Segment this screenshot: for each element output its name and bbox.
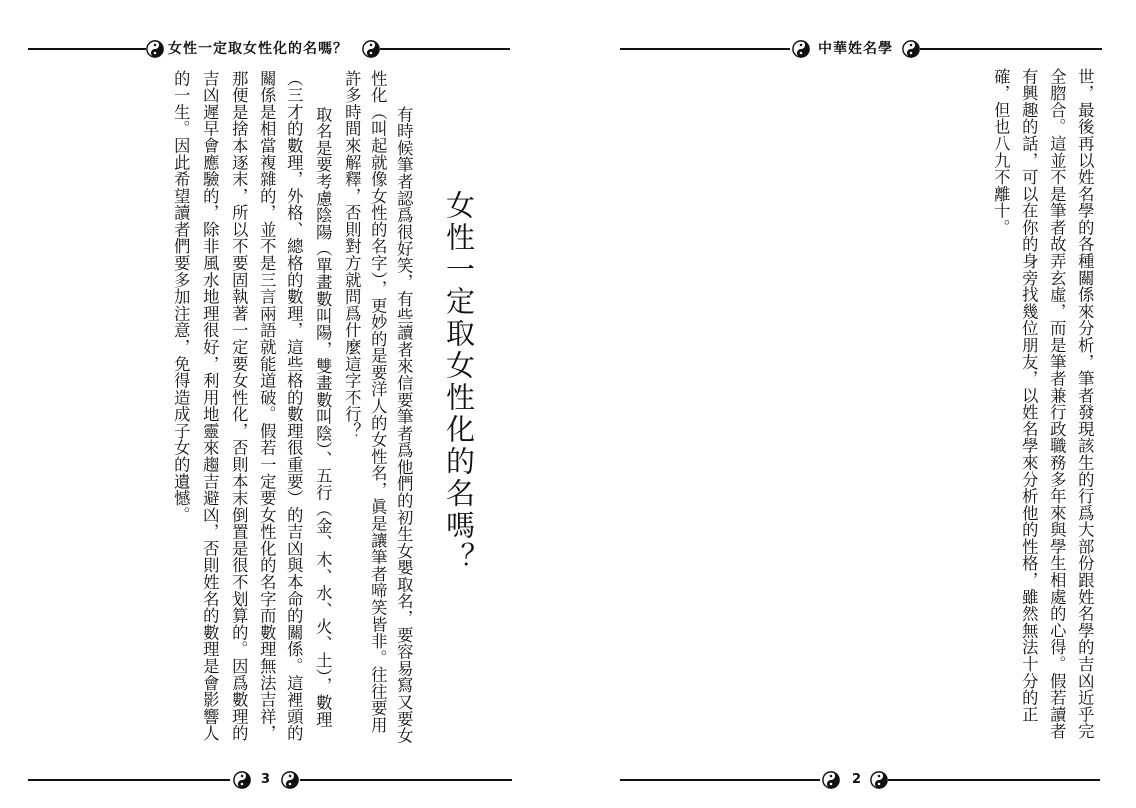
yin-yang-icon (362, 40, 380, 58)
body-column-2: 性化（叫起就像女性的名字），更妙的是要洋人的女性名，眞是讓筆者啼笑皆非。往往要用 (368, 70, 388, 734)
body-column-3: 許多時間來解釋，否則對方就問爲什麼這字不行？ (342, 70, 362, 440)
body-column-3: 有興趣的話，可以在你的身旁找幾位朋友，以姓名學來分析他的性格，雖然無法十分的正 (1019, 68, 1039, 723)
body-column-1: 有時候筆者認爲很好笑，有些讀者來信要筆者爲他們的初生女嬰取名，要容易寫又要女 (394, 106, 414, 745)
body-column-4: 確，但也八九不離十。 (991, 68, 1011, 236)
yin-yang-icon (146, 40, 164, 58)
body-column-4: 取名是要考慮陰陽（單畫數叫陽，雙畫數叫陰）、五行（金、木、水、火、土），數理 (313, 106, 333, 728)
yin-yang-icon (233, 771, 251, 789)
page-number: 3 (261, 772, 271, 787)
header-rule-right (380, 48, 510, 50)
footer-rule-left (620, 779, 820, 781)
yin-yang-icon (792, 40, 810, 58)
yin-yang-icon (870, 771, 888, 789)
page-number: 2 (852, 772, 862, 787)
header-rule-left (620, 48, 790, 50)
yin-yang-icon (281, 771, 299, 789)
body-column-5: （三才的數理，外格、總格的數理，這些格的數理很重要）的吉凶與本命的關係。這裡頭的 (284, 70, 304, 742)
body-column-1: 世，最後再以姓名學的各種關係來分析，筆者發現該生的行爲大部份跟姓名學的吉凶近乎完 (1075, 68, 1095, 740)
body-column-6: 關係是相當複雜的，並不是三言兩語就能道破。假若一定要女性化的名字而數理無法吉祥， (257, 70, 277, 742)
body-column-2: 全脗合。這並不是筆者故弄玄虛，而是筆者兼行政職務多年來與學生相處的心得。假若讀者 (1047, 68, 1067, 740)
header-rule-left (28, 48, 146, 50)
article-title: 女性一定取女性化的名嗎？ (442, 190, 476, 574)
body-column-8: 吉凶遲早會應驗的，除非風水地理很好，利用地靈來趨吉避凶，否則姓名的數理是會影響人 (200, 70, 220, 742)
footer-rule-left (28, 779, 230, 781)
yin-yang-icon (822, 771, 840, 789)
body-column-7: 那便是捨本逐末，所以不要固執著一定要女性化，否則本末倒置是很不划算的。因爲數理的 (229, 70, 249, 742)
yin-yang-icon (902, 40, 920, 58)
right-page (568, 0, 1136, 808)
footer-rule-right (888, 779, 1100, 781)
footer-rule-right (300, 779, 512, 781)
running-header-title: 女性一定取女性化的名嗎？ (168, 41, 348, 57)
header-rule-right (920, 48, 1102, 50)
running-header-title: 中華姓名學 (818, 41, 893, 57)
body-column-9: 的一生。因此希望讀者們要多加注意，免得造成子女的遺憾。 (171, 70, 191, 524)
